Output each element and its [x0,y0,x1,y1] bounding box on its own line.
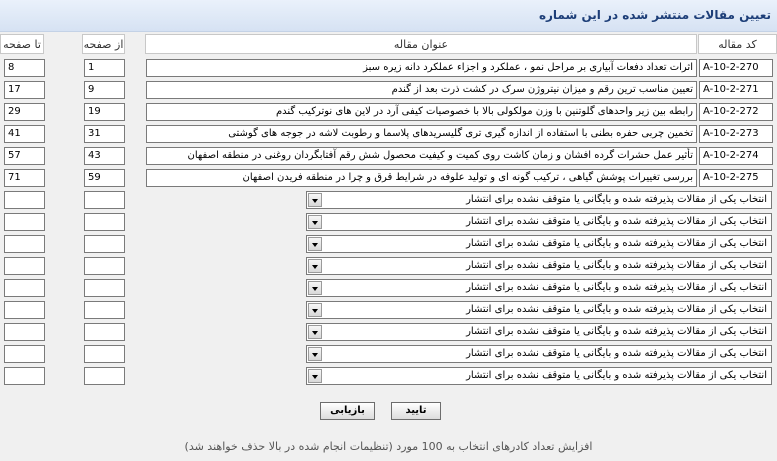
to-page-input[interactable]: 29 [4,103,45,121]
article-select[interactable] [306,213,772,231]
article-select-value: انتخاب یکی از مقالات پذیرفته شده و بایگانی یا متوقف نشده برای انتشار [466,260,767,271]
article-select[interactable] [306,191,772,209]
page-title-bar [0,0,777,32]
chevron-down-icon[interactable] [308,215,322,229]
confirm-button[interactable]: تایید [391,402,441,420]
reset-button[interactable]: بازیابی [320,402,375,420]
from-page-input[interactable] [84,213,125,231]
article-select[interactable] [306,367,772,385]
to-page-input[interactable] [4,301,45,319]
from-page-input[interactable]: 43 [84,147,125,165]
to-page-input[interactable] [4,213,45,231]
article-code-field[interactable]: A-10-2-273 [699,125,773,143]
to-page-input[interactable] [4,345,45,363]
from-page-input[interactable]: 1 [84,59,125,77]
from-page-input[interactable] [84,301,125,319]
to-page-input[interactable]: 17 [4,81,45,99]
to-page-input[interactable]: 57 [4,147,45,165]
article-select-value: انتخاب یکی از مقالات پذیرفته شده و بایگانی یا متوقف نشده برای انتشار [466,326,767,337]
chevron-down-icon[interactable] [308,369,322,383]
article-code-field[interactable]: A-10-2-274 [699,147,773,165]
header-article-title: عنوان مقاله [145,34,697,54]
header-from-page: از صفحه [82,34,125,54]
header-to-page: تا صفحه [0,34,44,54]
to-page-input[interactable] [4,367,45,385]
increase-selection-boxes-link[interactable]: افزایش تعداد کادرهای انتخاب به 100 مورد (تنظیمات انجام شده در بالا حذف خواهند شد) [184,440,593,453]
article-title-field[interactable]: تخمین چربی حفره بطنی با استفاده از اندازه گیری تری گلیسریدهای پلاسما و رطوبت لاشه در جوجه های گوشتی [146,125,697,143]
article-select-value: انتخاب یکی از مقالات پذیرفته شده و بایگانی یا متوقف نشده برای انتشار [466,282,767,293]
to-page-input[interactable] [4,323,45,341]
article-code-field[interactable]: A-10-2-270 [699,59,773,77]
chevron-down-icon[interactable] [308,237,322,251]
article-title-field[interactable]: بررسی تغییرات پوشش گیاهی ، ترکیب گونه ای و تولید علوفه در شرایط قرق و چرا در منطقه فریدن اصفهان [146,169,697,187]
article-select[interactable] [306,323,772,341]
article-select[interactable] [306,257,772,275]
article-select-value: انتخاب یکی از مقالات پذیرفته شده و بایگانی یا متوقف نشده برای انتشار [466,238,767,249]
article-code-field[interactable]: A-10-2-271 [699,81,773,99]
article-select-value: انتخاب یکی از مقالات پذیرفته شده و بایگانی یا متوقف نشده برای انتشار [466,216,767,227]
chevron-down-icon[interactable] [308,347,322,361]
from-page-input[interactable] [84,323,125,341]
from-page-input[interactable]: 59 [84,169,125,187]
to-page-input[interactable] [4,257,45,275]
from-page-input[interactable] [84,235,125,253]
from-page-input[interactable] [84,279,125,297]
article-title-field[interactable]: تعیین مناسب ترین رقم و میزان نیتروژن سرک در کشت ذرت بعد از گندم [146,81,697,99]
article-select-value: انتخاب یکی از مقالات پذیرفته شده و بایگانی یا متوقف نشده برای انتشار [466,194,767,205]
article-title-field[interactable]: تأثیر عمل حشرات گرده افشان و زمان کاشت روی کمیت و کیفیت محصول شش رقم آفتابگردان روغنی در منطقه اصفهان [146,147,697,165]
page-title: تعیین مقالات منتشر شده در این شماره [538,8,771,22]
from-page-input[interactable]: 19 [84,103,125,121]
article-select-value: انتخاب یکی از مقالات پذیرفته شده و بایگانی یا متوقف نشده برای انتشار [466,304,767,315]
chevron-down-icon[interactable] [308,325,322,339]
from-page-input[interactable] [84,191,125,209]
article-select[interactable] [306,279,772,297]
article-select[interactable] [306,301,772,319]
from-page-input[interactable]: 31 [84,125,125,143]
article-select-value: انتخاب یکی از مقالات پذیرفته شده و بایگانی یا متوقف نشده برای انتشار [466,370,767,381]
chevron-down-icon[interactable] [308,259,322,273]
chevron-down-icon[interactable] [308,193,322,207]
to-page-input[interactable] [4,279,45,297]
article-select-value: انتخاب یکی از مقالات پذیرفته شده و بایگانی یا متوقف نشده برای انتشار [466,348,767,359]
from-page-input[interactable]: 9 [84,81,125,99]
chevron-down-icon[interactable] [308,303,322,317]
article-title-field[interactable]: اثرات تعداد دفعات آبیاری بر مراحل نمو ، عملکرد و اجزاء عملکرد دانه زیره سبز [146,59,697,77]
article-select[interactable] [306,345,772,363]
header-article-code: کد مقاله [698,34,777,54]
from-page-input[interactable] [84,345,125,363]
to-page-input[interactable] [4,235,45,253]
to-page-input[interactable]: 41 [4,125,45,143]
article-code-field[interactable]: A-10-2-275 [699,169,773,187]
from-page-input[interactable] [84,367,125,385]
to-page-input[interactable]: 71 [4,169,45,187]
article-select[interactable] [306,235,772,253]
article-code-field[interactable]: A-10-2-272 [699,103,773,121]
to-page-input[interactable] [4,191,45,209]
to-page-input[interactable]: 8 [4,59,45,77]
article-title-field[interactable]: رابطه بین زیر واحدهای گلوتنین با وزن مولکولی بالا با خصوصیات کیفی آرد در لاین های نوترکیب گندم [146,103,697,121]
chevron-down-icon[interactable] [308,281,322,295]
from-page-input[interactable] [84,257,125,275]
